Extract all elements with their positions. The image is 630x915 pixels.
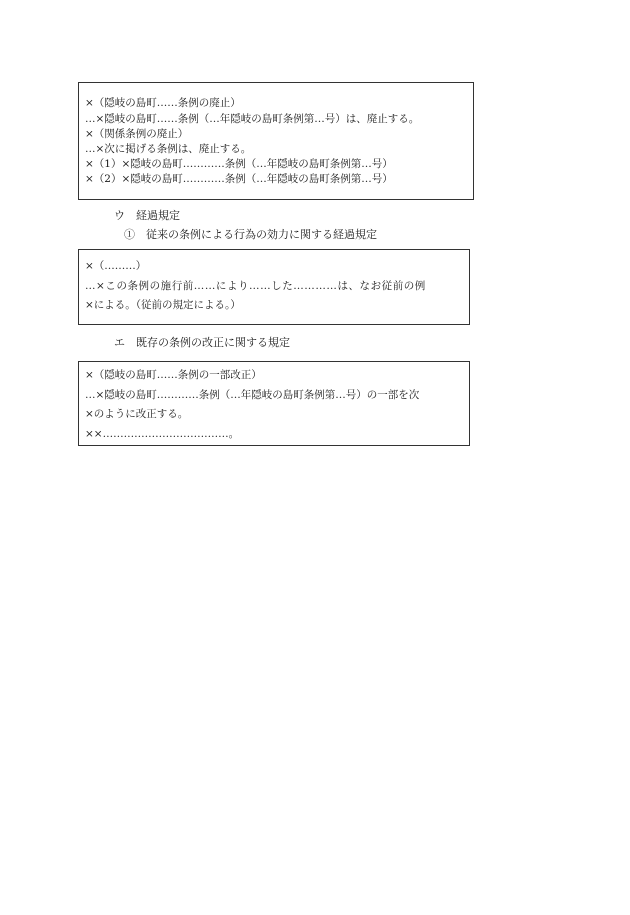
box1-line-1: ×（隠岐の島町……条例の廃止） xyxy=(85,97,241,109)
box1-line-2: …×隠岐の島町……条例（…年隠岐の島町条例第…号）は、廃止する。 xyxy=(85,113,420,125)
transition-provision-box xyxy=(78,249,470,325)
box3-line-3: ×のように改正する。 xyxy=(85,408,189,420)
box3-line-2: …×隠岐の島町…………条例（…年隠岐の島町条例第…号）の一部を次 xyxy=(85,389,420,401)
box2-line-1: ×（………） xyxy=(85,260,147,272)
section-heading-u: ウ 経過規定 xyxy=(114,209,180,222)
box3-line-4: ××………………………………。 xyxy=(85,428,240,440)
box2-line-2 xyxy=(85,279,426,293)
box3-line-1: ×（隠岐の島町……条例の一部改正） xyxy=(85,369,262,381)
subsection-heading-u1: ① 従来の条例による行為の効力に関する経過規定 xyxy=(124,228,377,241)
box2-line-3: ×による。（従前の規定による。） xyxy=(85,299,241,311)
section-heading-e: エ 既存の条例の改正に関する規定 xyxy=(114,336,290,349)
box1-line-5: ×（1）×隠岐の島町…………条例（…年隠岐の島町条例第…号） xyxy=(85,158,393,170)
box1-line-3: ×（関係条例の廃止） xyxy=(85,128,189,140)
box1-line-4: …×次に掲げる条例は、廃止する。 xyxy=(85,143,252,155)
box2-line-2-text: …×この条例の施行前……により……した…………は、なお従前の例 xyxy=(85,280,426,292)
box1-line-6: ×（2）×隠岐の島町…………条例（…年隠岐の島町条例第…号） xyxy=(85,173,393,185)
amendment-provision-box xyxy=(78,361,470,446)
repeal-provision-box xyxy=(78,82,474,200)
